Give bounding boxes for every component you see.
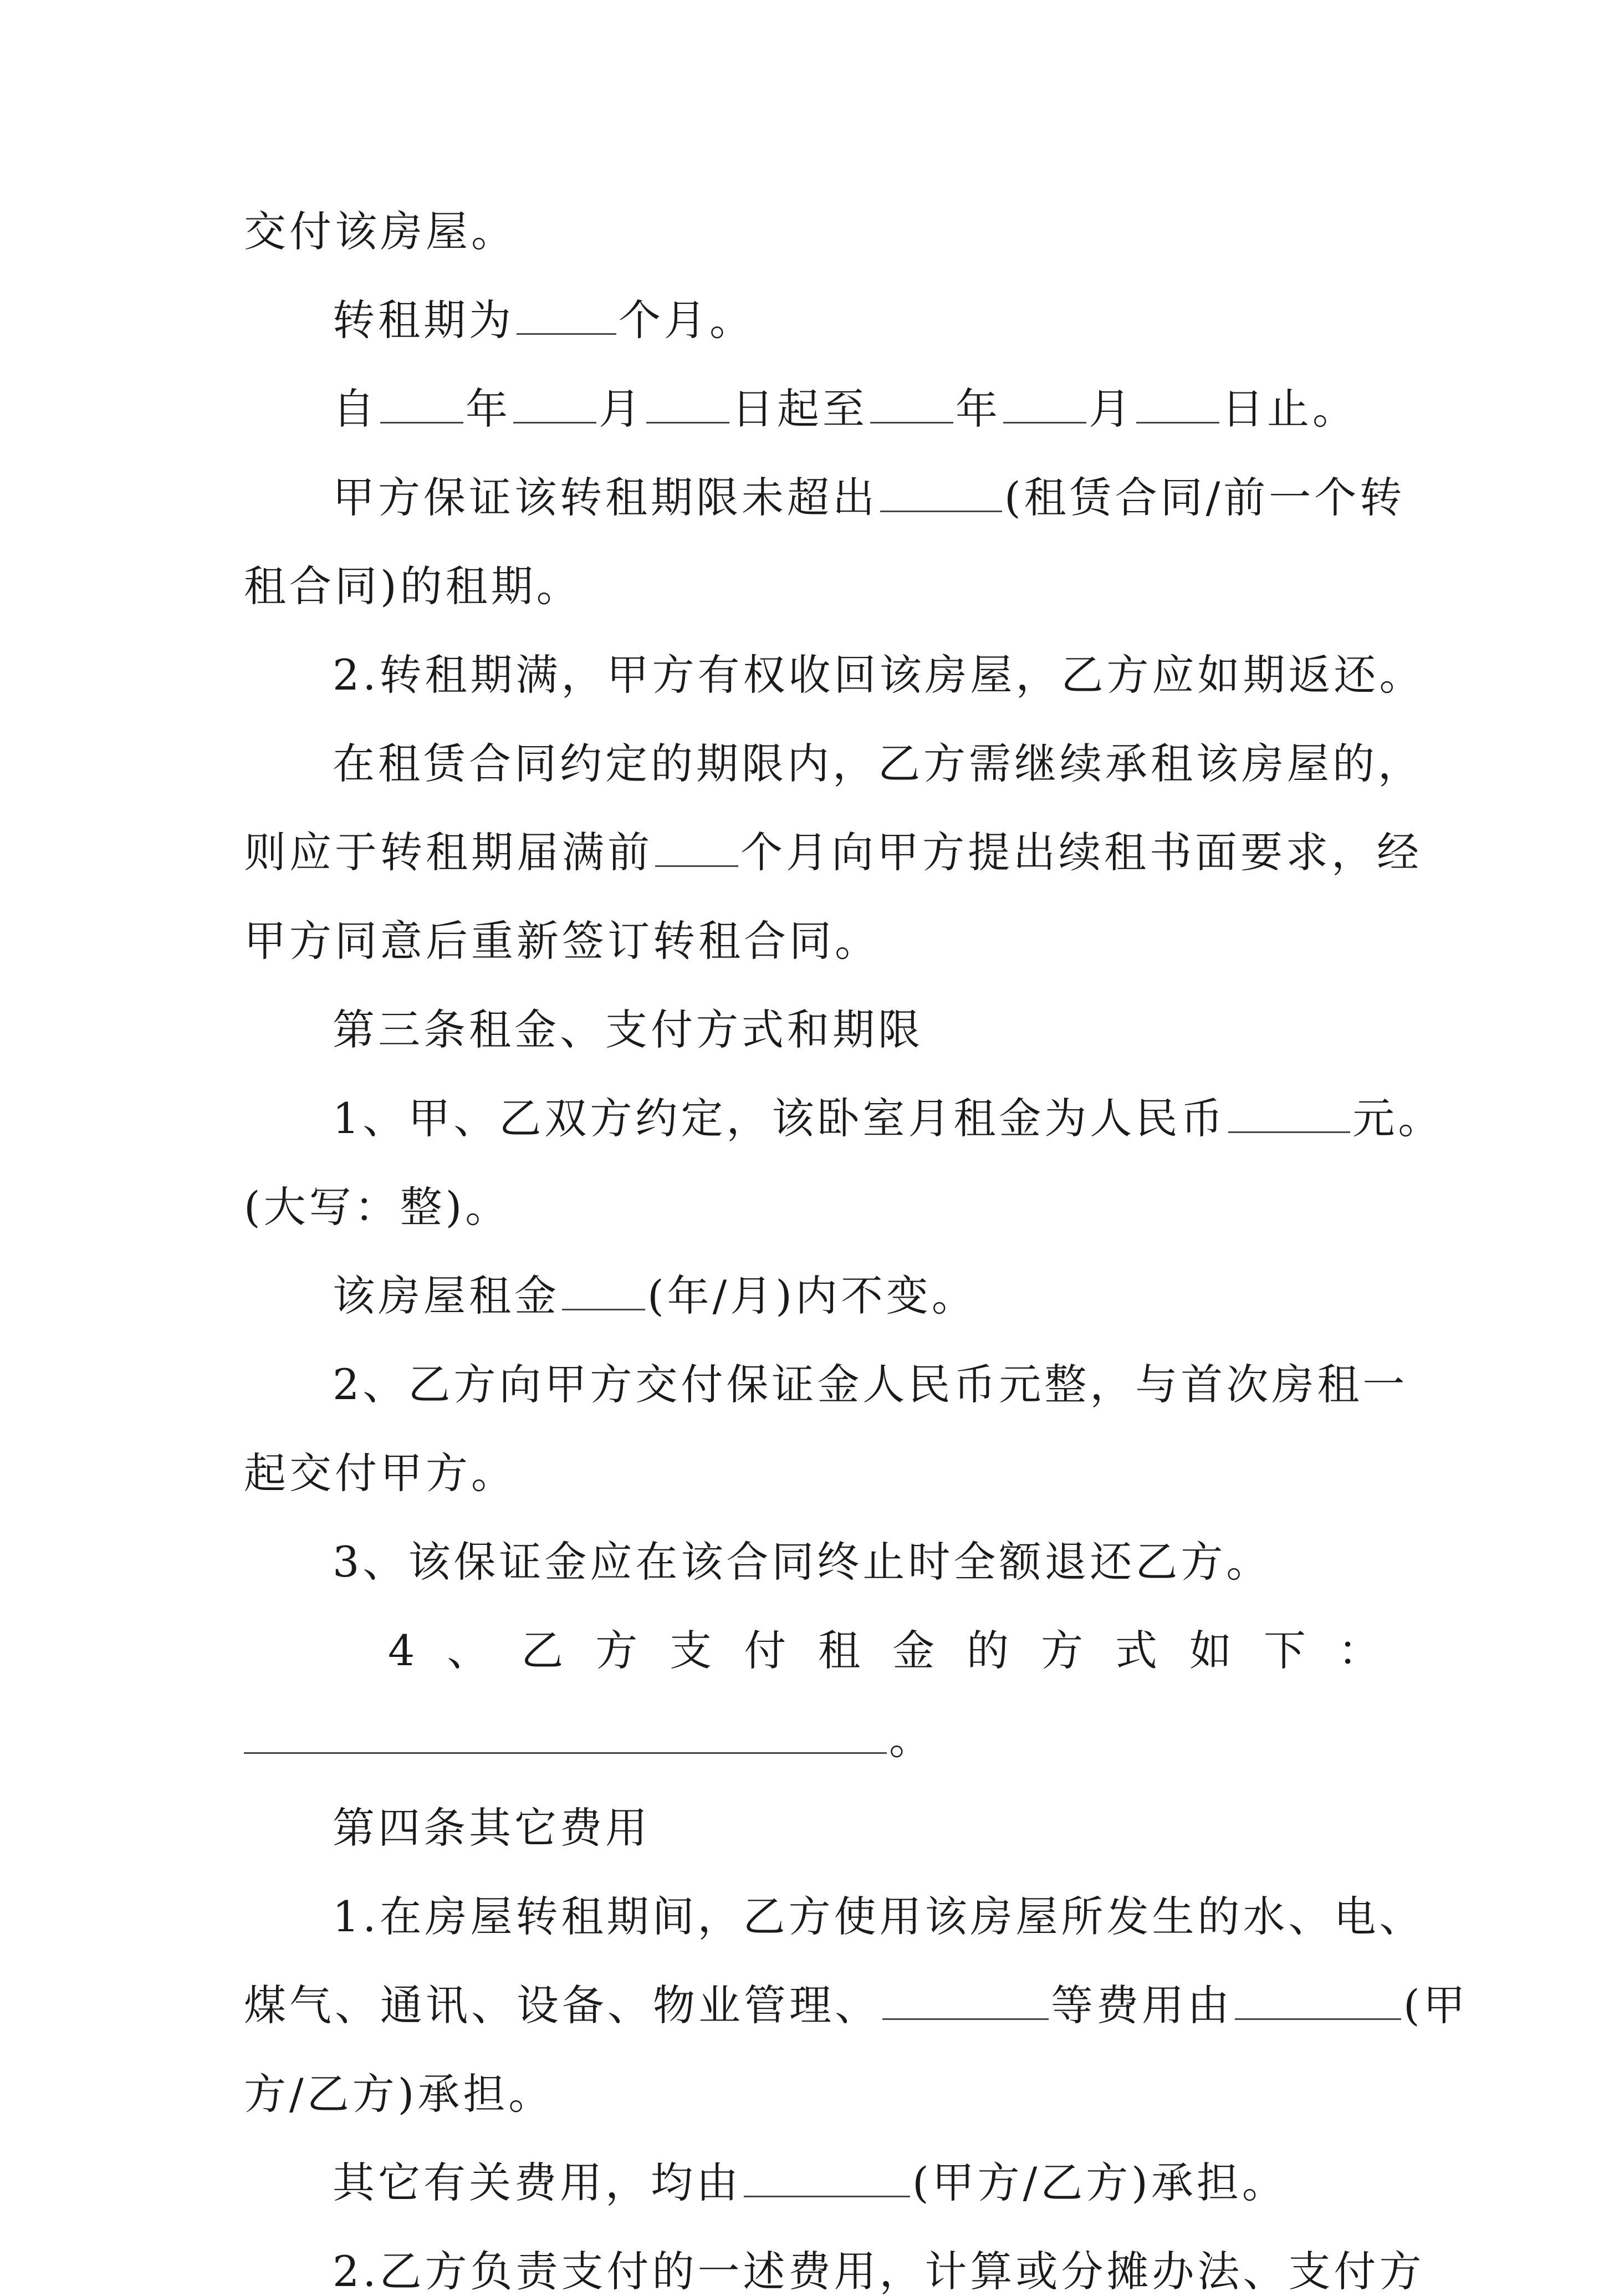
- text-line: [244, 828, 1422, 877]
- text: 自: [333, 384, 378, 433]
- text: 日起至: [732, 384, 868, 433]
- blank-field: [880, 477, 1002, 512]
- text: 甲方保证该转租期限未超出: [333, 473, 878, 522]
- text-line: [244, 562, 582, 611]
- text-line: [244, 916, 880, 966]
- text: 交付该房屋。: [244, 207, 517, 256]
- blank-field: [655, 832, 738, 867]
- text: (租赁合同/前一个转: [1004, 473, 1406, 522]
- text: 付: [744, 1626, 786, 1675]
- text-line: [333, 2247, 1425, 2296]
- blank-field: [517, 300, 616, 335]
- text: (大写：整)。: [244, 1182, 511, 1232]
- text: 则应于转租期届满前: [244, 828, 653, 877]
- text-line: [333, 1892, 1425, 1941]
- text-line: [333, 1271, 977, 1320]
- text-line: [333, 473, 1406, 522]
- text: 租: [818, 1626, 861, 1675]
- text: 转租期为: [333, 295, 514, 345]
- text: 金: [892, 1626, 935, 1675]
- text: 乙: [521, 1626, 564, 1675]
- blank-field: [870, 389, 953, 424]
- text: 等费用由: [1051, 1981, 1233, 2030]
- text-line-justified: [244, 1626, 1380, 1675]
- text: 1.在房屋转租期间，乙方使用该房屋所发生的水、电、: [333, 1892, 1425, 1941]
- section-heading: [333, 1005, 923, 1054]
- text: 1、甲、乙双方约定，该卧室月租金为人民币: [333, 1094, 1227, 1143]
- blank-field: [744, 2162, 910, 2197]
- text: 第三条租金、支付方式和期限: [333, 1005, 923, 1054]
- text: 2.转租期满，甲方有权收回该房屋，乙方应如期返还。: [333, 650, 1425, 700]
- blank-field: [513, 389, 596, 424]
- text: (甲: [1403, 1981, 1469, 2030]
- text: 下: [1263, 1626, 1306, 1675]
- text-line: [244, 1448, 517, 1498]
- text: 方: [1041, 1626, 1084, 1675]
- text: 4: [388, 1626, 415, 1675]
- text: 的: [967, 1626, 1009, 1675]
- text: 月: [599, 384, 644, 433]
- text: 起交付甲方。: [244, 1448, 517, 1498]
- text: 。: [889, 1715, 934, 1764]
- text: 式: [1115, 1626, 1158, 1675]
- text: 、: [447, 1626, 489, 1675]
- text-line: [333, 1094, 1444, 1143]
- text: 如: [1189, 1626, 1232, 1675]
- text: 年: [466, 384, 511, 433]
- text: ：: [1337, 1626, 1380, 1675]
- text-line: [333, 384, 1358, 433]
- text: 其它有关费用，均由: [333, 2158, 742, 2207]
- text: 租合同)的租期。: [244, 562, 582, 611]
- blank-field: [244, 1719, 887, 1754]
- text: 3、该保证金应在该合同终止时全额退还乙方。: [333, 1537, 1272, 1586]
- text: 该房屋租金: [333, 1271, 560, 1320]
- text-line: [244, 1182, 511, 1232]
- blank-field: [1136, 389, 1219, 424]
- text-line: [333, 650, 1425, 700]
- text: 日止。: [1222, 384, 1358, 433]
- text: 煤气、通讯、设备、物业管理、: [244, 1981, 880, 2030]
- text: 2、乙方向甲方交付保证金人民币元整，与首次房租一: [333, 1360, 1408, 1409]
- section-heading: [333, 1803, 651, 1853]
- text: 第四条其它费用: [333, 1803, 651, 1853]
- text: 个月。: [619, 295, 755, 345]
- text-line: [333, 739, 1423, 788]
- blank-field: [1228, 1098, 1350, 1133]
- text-line: [333, 1537, 1272, 1586]
- text: 月: [1089, 384, 1134, 433]
- text: (年/月)内不变。: [647, 1271, 977, 1320]
- text: 甲方同意后重新签订转租合同。: [244, 916, 880, 966]
- text: (甲方/乙方)承担。: [912, 2158, 1288, 2207]
- text: 2.乙方负责支付的一述费用，计算或分摊办法、支付方: [333, 2247, 1425, 2296]
- text-line: [244, 2069, 554, 2119]
- blank-field: [1235, 1985, 1401, 2020]
- blank-field: [646, 389, 729, 424]
- text: 年: [956, 384, 1001, 433]
- text-line: [333, 2158, 1288, 2207]
- text-line: [333, 295, 755, 345]
- text: 方: [595, 1626, 638, 1675]
- text: 个月向甲方提出续租书面要求，经: [740, 828, 1422, 877]
- text: 支: [670, 1626, 712, 1675]
- blank-field: [380, 389, 463, 424]
- text: 元。: [1352, 1094, 1444, 1143]
- text: 方/乙方)承担。: [244, 2069, 554, 2119]
- text-line: [244, 1981, 1469, 2030]
- text: 在租赁合同约定的期限内，乙方需继续承租该房屋的，: [333, 739, 1423, 788]
- text-line: [244, 207, 517, 256]
- blank-field: [1003, 389, 1086, 424]
- text-line: [244, 1715, 934, 1764]
- blank-field: [562, 1275, 645, 1310]
- blank-field: [882, 1985, 1049, 2020]
- text-line: [333, 1360, 1408, 1409]
